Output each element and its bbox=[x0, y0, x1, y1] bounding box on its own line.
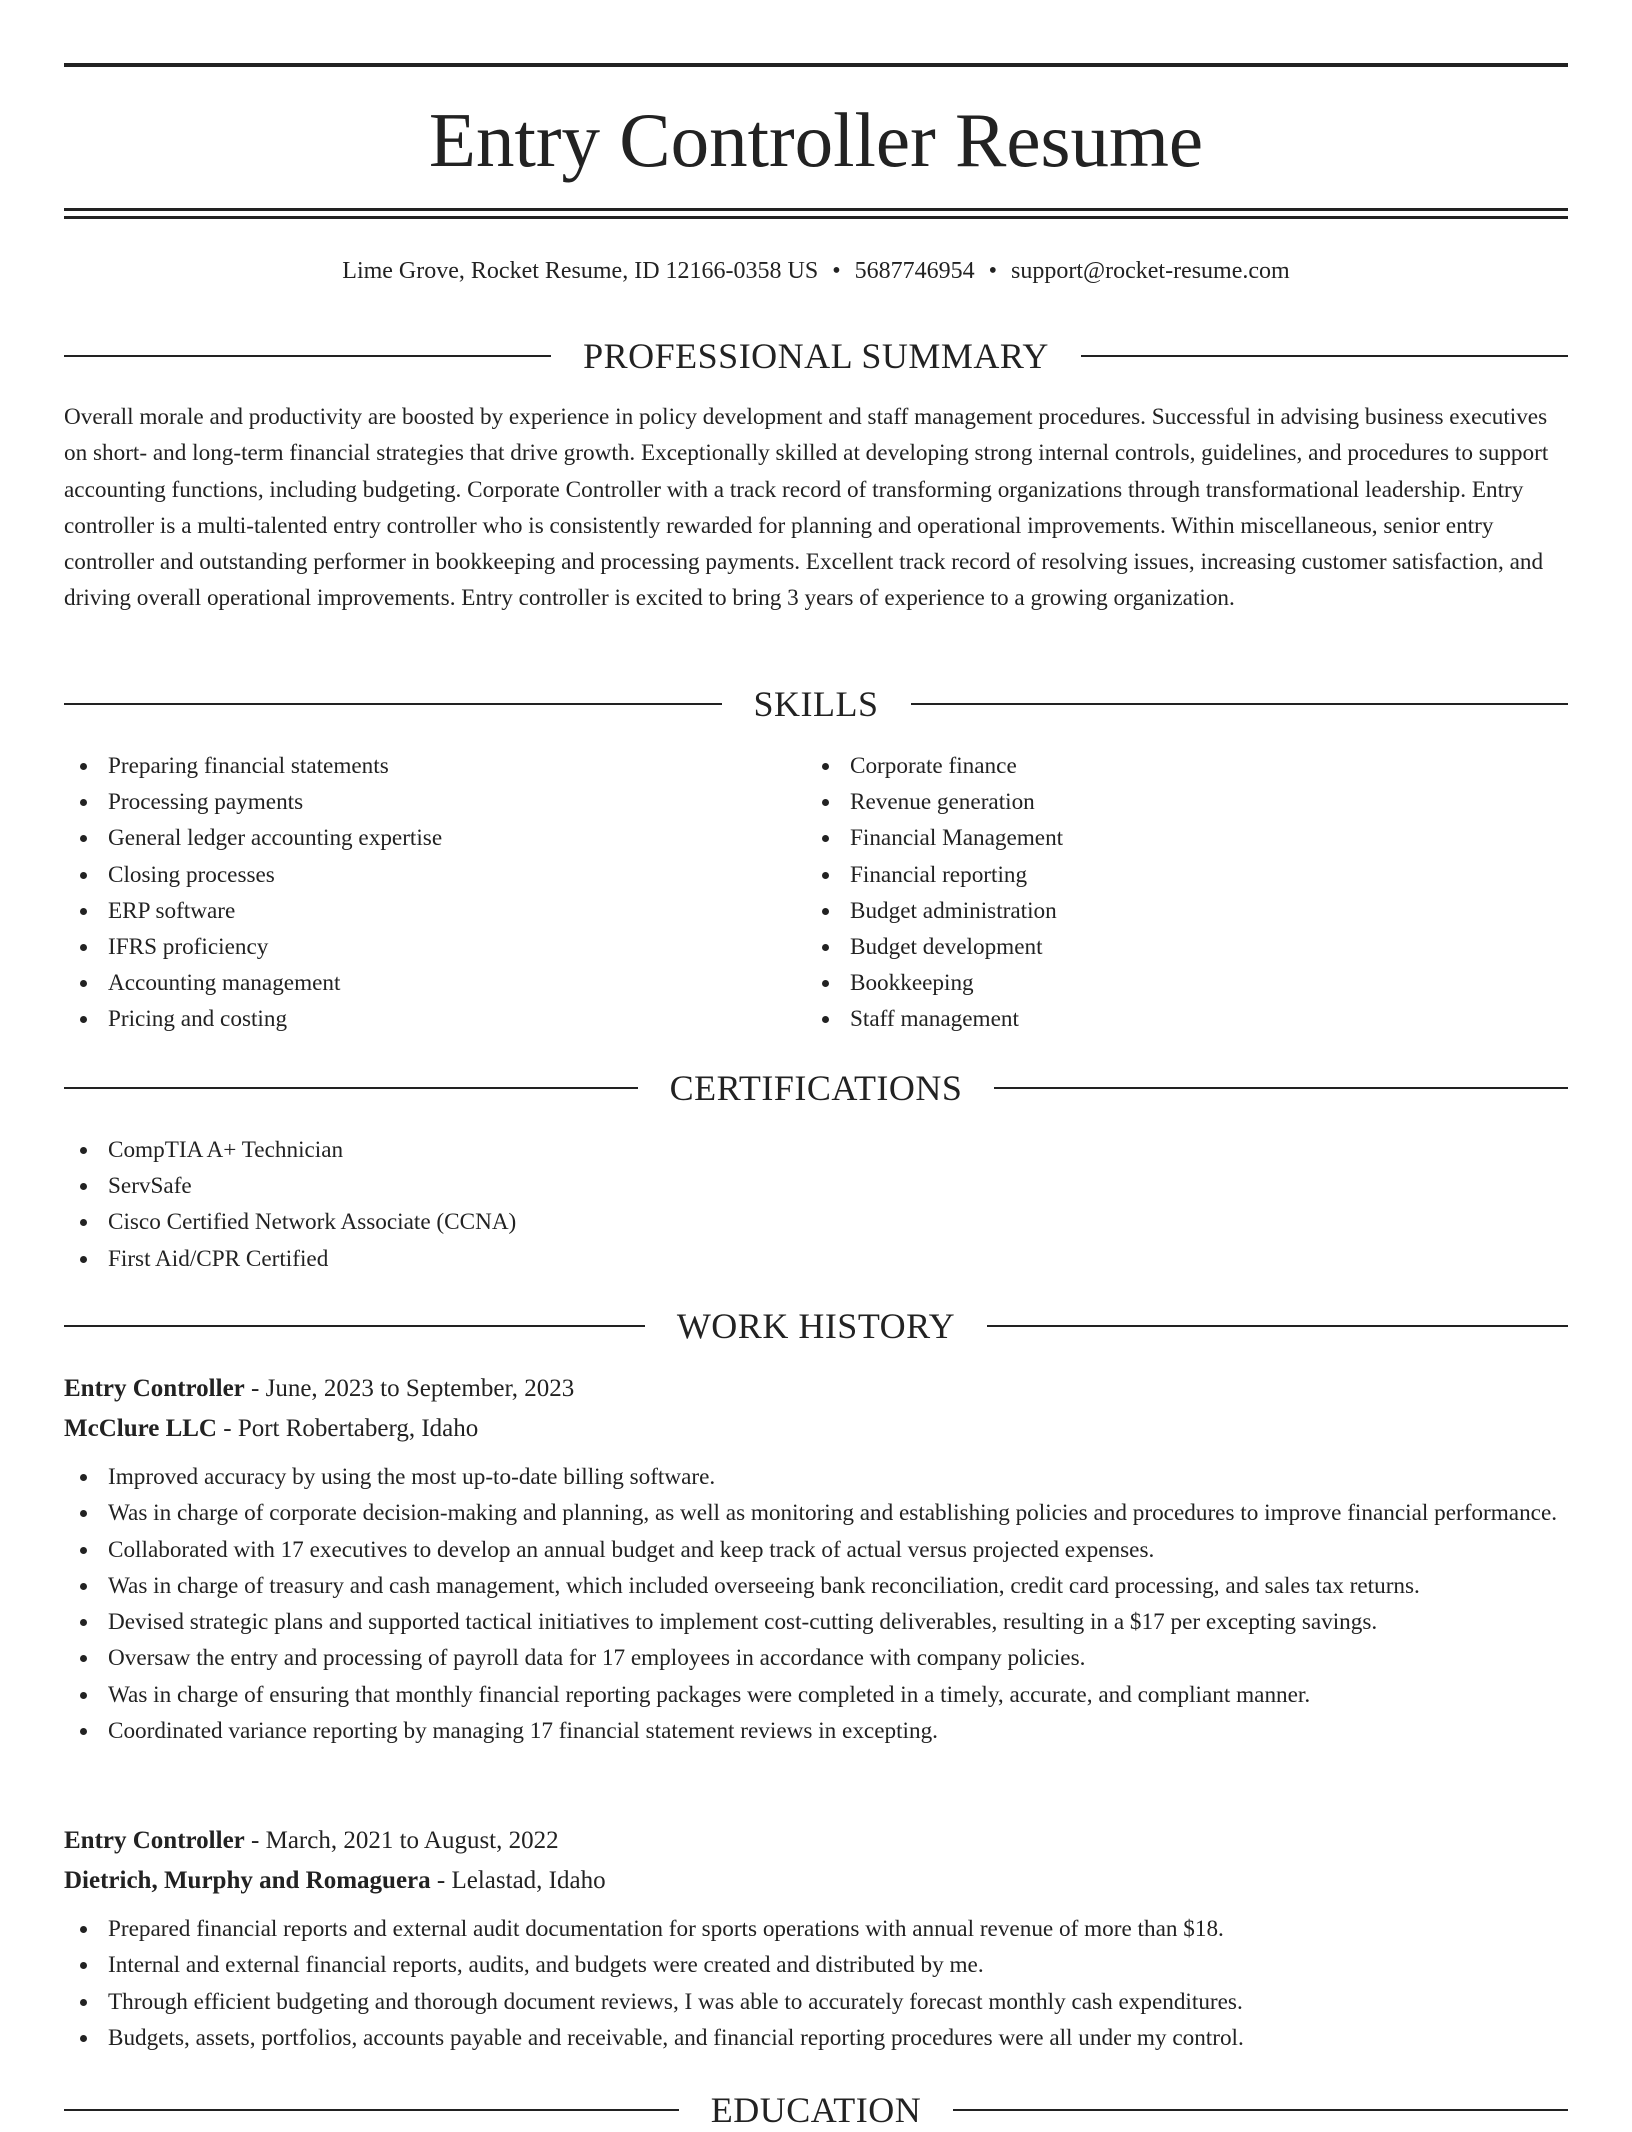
page-title: Entry Controller Resume bbox=[428, 97, 1204, 183]
job-company: Dietrich, Murphy and Romaguera bbox=[64, 1867, 431, 1894]
title-rule bbox=[64, 208, 1568, 211]
section-rule bbox=[64, 1325, 645, 1327]
job-bullet: Through efficient budgeting and thorough document reviews, I was able to accurately forecast monthly cash expenditures. bbox=[64, 1984, 1568, 2020]
section-rule bbox=[953, 2109, 1568, 2111]
contact-line bbox=[64, 254, 1568, 288]
job-dates: - June, 2023 to September, 2023 bbox=[244, 1375, 575, 1402]
job-title: Entry Controller bbox=[64, 1375, 245, 1402]
section-title: SKILLS bbox=[753, 684, 879, 724]
skill-item: Pricing and costing bbox=[64, 1001, 764, 1037]
skill-item: Staff management bbox=[806, 1001, 1506, 1037]
section-header-education bbox=[64, 2088, 1568, 2132]
skills-list-left bbox=[64, 748, 764, 1038]
section-rule bbox=[64, 2109, 679, 2111]
job-bullet: Was in charge of treasury and cash management, which included overseeing bank reconciliation, credit card processing, and sales tax returns. bbox=[64, 1568, 1568, 1604]
certifications-list bbox=[64, 1132, 1568, 1277]
job-bullets bbox=[64, 1911, 1568, 2056]
job-title-line bbox=[64, 1369, 1568, 1409]
skill-item: Financial reporting bbox=[806, 857, 1506, 893]
section-title: EDUCATION bbox=[710, 2090, 922, 2130]
job-bullet: Devised strategic plans and supported tactical initiatives to implement cost-cutting deliverables, resulting in a $17 per excepting savings. bbox=[64, 1604, 1568, 1640]
certification-item: First Aid/CPR Certified bbox=[64, 1241, 1568, 1277]
contact-separator: • bbox=[988, 258, 998, 284]
job-bullet: Internal and external financial reports, audits, and budgets were created and distributed by me. bbox=[64, 1947, 1568, 1983]
job-company-line bbox=[64, 1861, 1568, 1901]
section-header-summary bbox=[64, 334, 1568, 378]
skill-item: Budget development bbox=[806, 929, 1506, 965]
contact-address: Lime Grove, Rocket Resume, ID 12166-0358 US bbox=[342, 258, 819, 284]
summary-text: Overall morale and productivity are boosted by experience in policy development and staff management procedures. Successful in advising business executives on short- and long-term financial strategies that drive growth. Exceptionally skilled at developing strong internal controls, guidelines, and procedures to support accounting functions, including budgeting. Corporate Controller with a track record of transforming organizations through transformational leadership. Entry controller is a multi-talented entry controller who is consistently rewarded for planning and operational improvements. Within miscellaneous, senior entry controller and outstanding performer in bookkeeping and processing payments. Excellent track record of resolving issues, increasing customer satisfaction, and driving overall operational improvements. Entry controller is excited to bring 3 years of experience to a growing organization. bbox=[64, 404, 1549, 612]
job-company-line bbox=[64, 1409, 1568, 1449]
skill-item: ERP software bbox=[64, 893, 764, 929]
section-rule bbox=[911, 703, 1569, 705]
job-company: McClure LLC bbox=[64, 1415, 217, 1442]
skill-item: Closing processes bbox=[64, 857, 764, 893]
certification-item: Cisco Certified Network Associate (CCNA) bbox=[64, 1204, 1568, 1240]
job-location: - Lelastad, Idaho bbox=[430, 1867, 606, 1894]
certification-item: ServSafe bbox=[64, 1168, 1568, 1204]
section-rule bbox=[994, 1087, 1568, 1089]
title-rule bbox=[64, 216, 1568, 219]
section-header-certifications bbox=[64, 1066, 1568, 1110]
section-rule bbox=[64, 355, 551, 357]
job-dates: - March, 2021 to August, 2022 bbox=[244, 1827, 559, 1854]
job-entry bbox=[64, 1369, 1568, 1749]
skill-item: Financial Management bbox=[806, 820, 1506, 856]
skill-item: Budget administration bbox=[806, 893, 1506, 929]
contact-separator: • bbox=[832, 258, 841, 284]
section-title: CERTIFICATIONS bbox=[669, 1068, 963, 1108]
skill-item: Preparing financial statements bbox=[64, 748, 764, 784]
skill-item: Corporate finance bbox=[806, 748, 1506, 784]
job-bullets bbox=[64, 1459, 1568, 1749]
section-title: WORK HISTORY bbox=[676, 1306, 956, 1346]
job-title: Entry Controller bbox=[64, 1827, 245, 1854]
job-bullet: Oversaw the entry and processing of payroll data for 17 employees in accordance with company policies. bbox=[64, 1640, 1568, 1676]
job-bullet: Was in charge of corporate decision-making and planning, as well as monitoring and establishing policies and procedures to improve financial performance. bbox=[64, 1495, 1568, 1531]
job-title-line bbox=[64, 1821, 1568, 1861]
job-bullet: Improved accuracy by using the most up-to-date billing software. bbox=[64, 1459, 1568, 1495]
skill-item: Revenue generation bbox=[806, 784, 1506, 820]
skill-item: IFRS proficiency bbox=[64, 929, 764, 965]
skill-item: General ledger accounting expertise bbox=[64, 820, 764, 856]
section-rule bbox=[64, 703, 722, 705]
section-title: PROFESSIONAL SUMMARY bbox=[583, 336, 1049, 376]
job-bullet: Coordinated variance reporting by managing 17 financial statement reviews in excepting. bbox=[64, 1713, 1568, 1749]
skills-list-right bbox=[806, 748, 1506, 1038]
top-rule bbox=[64, 63, 1568, 67]
section-header-work-history bbox=[64, 1304, 1568, 1348]
job-entry bbox=[64, 1821, 1568, 2056]
skill-item: Processing payments bbox=[64, 784, 764, 820]
skill-item: Bookkeeping bbox=[806, 965, 1506, 1001]
contact-email[interactable]: support@rocket-resume.com bbox=[1011, 258, 1290, 284]
skill-item: Accounting management bbox=[64, 965, 764, 1001]
job-bullet: Budgets, assets, portfolios, accounts payable and receivable, and financial reporting procedures were all under my control. bbox=[64, 2020, 1568, 2056]
section-rule bbox=[987, 1325, 1568, 1327]
contact-phone: 5687746954 bbox=[854, 258, 975, 284]
job-bullet: Was in charge of ensuring that monthly financial reporting packages were completed in a timely, accurate, and compliant manner. bbox=[64, 1677, 1568, 1713]
section-rule bbox=[1081, 355, 1568, 357]
section-rule bbox=[64, 1087, 638, 1089]
job-bullet: Collaborated with 17 executives to develop an annual budget and keep track of actual versus projected expenses. bbox=[64, 1532, 1568, 1568]
job-location: - Port Robertaberg, Idaho bbox=[217, 1415, 479, 1442]
certification-item: CompTIA A+ Technician bbox=[64, 1132, 1568, 1168]
section-header-skills bbox=[64, 682, 1568, 726]
job-bullet: Prepared financial reports and external audit documentation for sports operations with annual revenue of more than $18. bbox=[64, 1911, 1568, 1947]
